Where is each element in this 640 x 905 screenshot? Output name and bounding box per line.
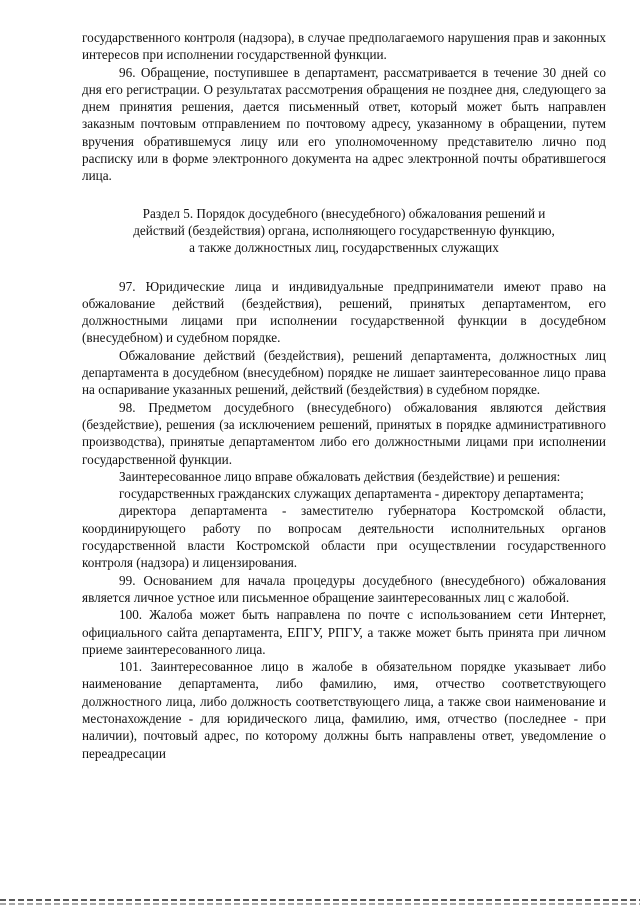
paragraph-98-director: директора департамента - заместителю губернатора Костромской области, координирующего работу по вопросам деятельности исполнительных органов государственной власти Костромской области при осуществлении государственного контроля (надзора) и лицензирования. (82, 503, 606, 571)
section-title-line-3: а также должностных лиц, государственных служащих (189, 240, 499, 256)
paragraph-98: 98. Предметом досудебного (внесудебного) обжалования являются действия (бездействие), решения (за исключением решений, принятых в порядке административного производства), принятые департаментом либо его должностными лицами при исполнении государственной функции. (82, 399, 606, 467)
paragraph-97: 97. Юридические лица и индивидуальные предприниматели имеют право на обжалование действий (бездействия), решений, принятых департаментом, его должностными лицами при исполнении государственной функции в досудебном (внесудебном) и судебном порядке. (82, 278, 606, 346)
scan-edge-line (0, 899, 640, 901)
paragraph-98-intro: Заинтересованное лицо вправе обжаловать действия (бездействие) и решения: (119, 468, 561, 484)
document-body (82, 29, 606, 762)
paragraph-97-appeal: Обжалование действий (бездействия), решений департамента, должностных лиц департамента в досудебном (внесудебном) порядке не лишает заинтересованное лицо права на оспаривание указанных решений, действий (бездействия) в судебном порядке. (82, 347, 606, 398)
section-title-line-1: Раздел 5. Порядок досудебного (внесудебного) обжалования решений и (142, 205, 546, 221)
paragraph-101: 101. Заинтересованное лицо в жалобе в обязательном порядке указывает либо наименование департамента, либо фамилию, имя, отчество соответствующего должностного лица, либо должность соответствующего лица, а также свои наименование и местонахождение - для юридического лица, фамилию, имя, отчество (последнее - при наличии), почтовый адрес, по которому должны быть направлены ответ, уведомление о переадресации (82, 659, 606, 761)
section-5-title (82, 205, 606, 257)
paragraph-99: 99. Основанием для начала процедуры досудебного (внесудебного) обжалования является личное устное или письменное обращение заинтересованных лиц с жалобой. (82, 572, 606, 605)
paragraph-100: 100. Жалоба может быть направлена по почте с использованием сети Интернет, официального сайта департамента, ЕПГУ, РПГУ, а также может быть принята при личном приеме заинтересованного лица. (82, 607, 606, 657)
section-title-line-2: действий (бездействия) органа, исполняющего государственную функцию, (133, 222, 555, 238)
paragraph-96: 96. Обращение, поступившее в департамент, рассматривается в течение 30 дней со дня его регистрации. О результатах рассмотрения обращения не позднее дня, следующего за днем принятия решения, дается письменный ответ, который может быть направлен заказным почтовым отправлением по почтовому адресу, указанному в обращении, путем вручения обратившемуся лицу или его уполномоченному представителю лично под расписку или в форме электронного документа на адрес электронной почты обратившегося лица. (82, 64, 606, 184)
paragraph-continuation: государственного контроля (надзора), в случае предполагаемого нарушения прав и законных интересов при исполнении государственной функции. (82, 30, 606, 63)
paragraph-98-servants: государственных гражданских служащих департамента - директору департамента; (119, 486, 584, 502)
